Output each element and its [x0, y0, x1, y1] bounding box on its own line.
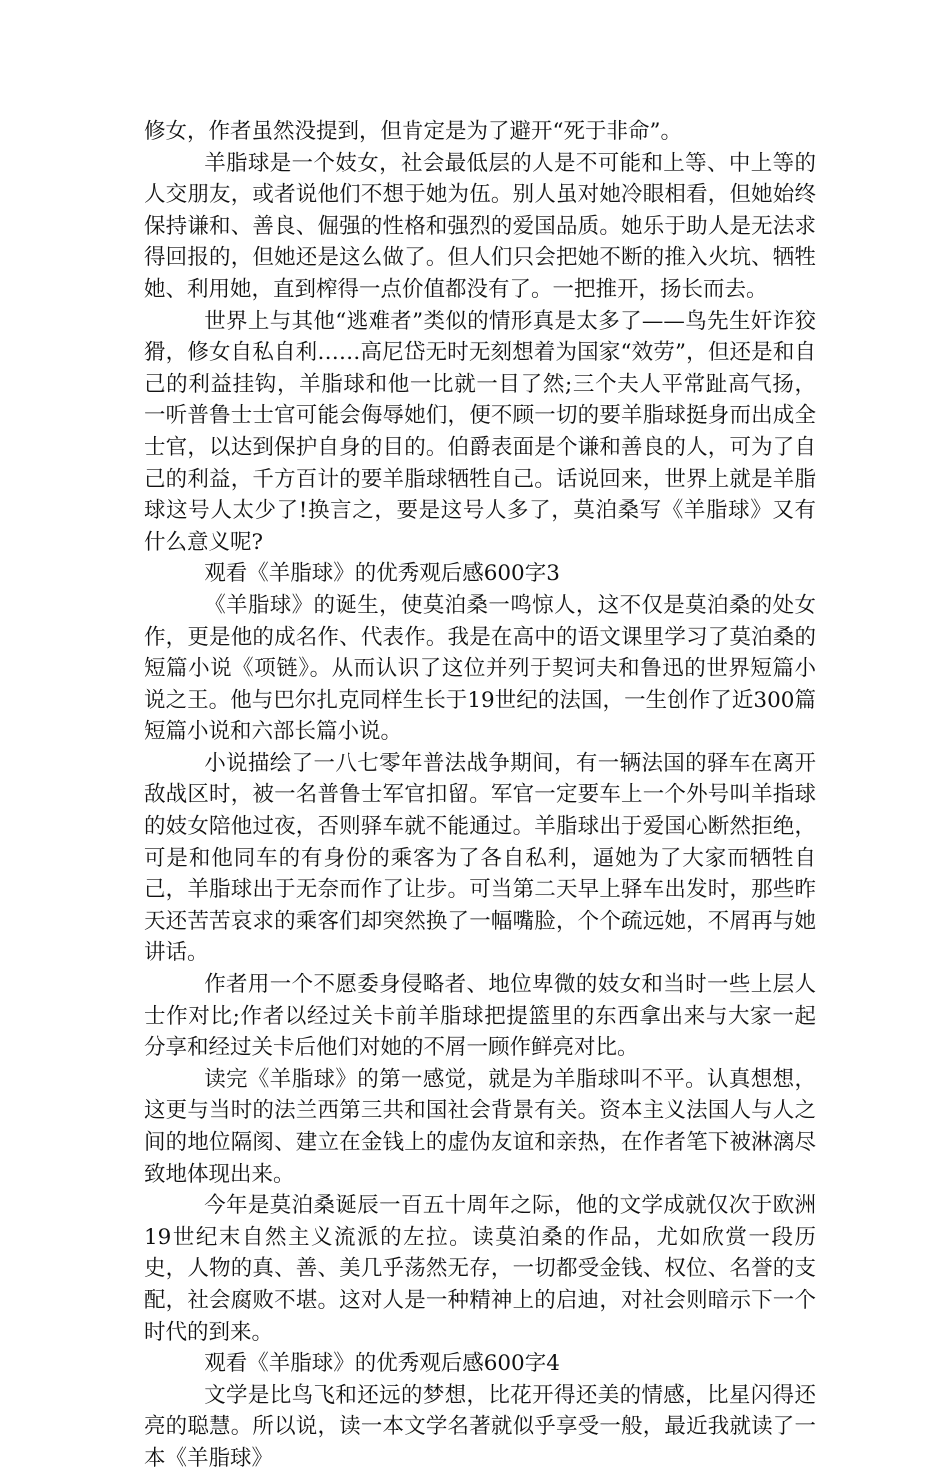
- paragraph: 《羊脂球》的诞生，使莫泊桑一鸣惊人，这不仅是莫泊桑的处女作，更是他的成名作、代表作。我是在高中的语文课里学习了莫泊桑的短篇小说《项链》。从而认识了这位并列于契诃夫和鲁迅的世界短篇小说之王。他与巴尔扎克同样生长于19世纪的法国，一生创作了近300篇短篇小说和六部长篇小说。: [144, 592, 816, 745]
- paragraph: 修女，作者虽然没提到，但肯定是为了避开“死于非命”。: [144, 119, 682, 144]
- paragraph: 世界上与其他“逃难者”类似的情形真是太多了——鸟先生奸诈狡猾，修女自私自利……高尼岱无时无刻想着为国家“效劳”，但还是和自己的利益挂钩，羊脂球和他一比就一目了然;三个夫人平常趾高气扬，一听普鲁士士官可能会侮辱她们，便不顾一切的要羊脂球挺身而出成全士官，以达到保护自身的目的。伯爵表面是个谦和善良的人，可为了自己的利益，千方百计的要羊脂球牺牲自己。话说回来，世界上就是羊脂球这号人太少了!换言之，要是这号人多了，莫泊桑写《羊脂球》又有什么意义呢?: [144, 308, 816, 555]
- document-body: [144, 116, 816, 1475]
- paragraph: 今年是莫泊桑诞辰一百五十周年之际，他的文学成就仅次于欧洲19世纪末自然主义流派的左拉。读莫泊桑的作品，尤如欣赏一段历史，人物的真、善、美几乎荡然无存，一切都受金钱、权位、名誉的支配，社会腐败不堪。这对人是一种精神上的启迪，对社会则暗示下一个时代的到来。: [144, 1193, 816, 1345]
- paragraph: 读完《羊脂球》的第一感觉，就是为羊脂球叫不平。认真想想，这更与当时的法兰西第三共和国社会背景有关。资本主义法国人与人之间的地位隔阂、建立在金钱上的虚伪友谊和亲热，在作者笔下被淋漓尽致地体现出来。: [144, 1066, 816, 1187]
- paragraph: 羊脂球是一个妓女，社会最低层的人是不可能和上等、中上等的人交朋友，或者说他们不想于她为伍。别人虽对她冷眼相看，但她始终保持谦和、善良、倔强的性格和强烈的爱国品质。她乐于助人是无法求得回报的，但她还是这么做了。但人们只会把她不断的推入火坑、牺牲她、利用她，直到榨得一点价值都没有了。一把推开，扬长而去。: [144, 150, 816, 302]
- section-heading: 观看《羊脂球》的优秀观后感600字3: [204, 561, 560, 587]
- section-heading: 观看《羊脂球》的优秀观后感600字4: [204, 1351, 560, 1377]
- paragraph: 文学是比鸟飞和还远的梦想，比花开得还美的情感，比星闪得还亮的聪慧。所以说，读一本文学名著就似乎享受一般，最近我就读了一本《羊脂球》: [144, 1382, 816, 1471]
- paragraph: 作者用一个不愿委身侵略者、地位卑微的妓女和当时一些上层人士作对比;作者以经过关卡前羊脂球把提篮里的东西拿出来与大家一起分享和经过关卡后他们对她的不屑一顾作鲜亮对比。: [144, 972, 816, 1061]
- paragraph: 小说描绘了一八七零年普法战争期间，有一辆法国的驿车在离开敌战区时，被一名普鲁士军官扣留。军官一定要车上一个外号叫羊指球的妓女陪他过夜，否则驿车就不能通过。羊脂球出于爱国心断然拒绝，可是和他同车的有身份的乘客为了各自私利，逼她为了大家而牺牲自己，羊脂球出于无奈而作了让步。可当第二天早上驿车出发时，那些昨天还苦苦哀求的乘客们却突然换了一幅嘴脸，个个疏远她，不屑再与她讲话。: [144, 750, 816, 966]
